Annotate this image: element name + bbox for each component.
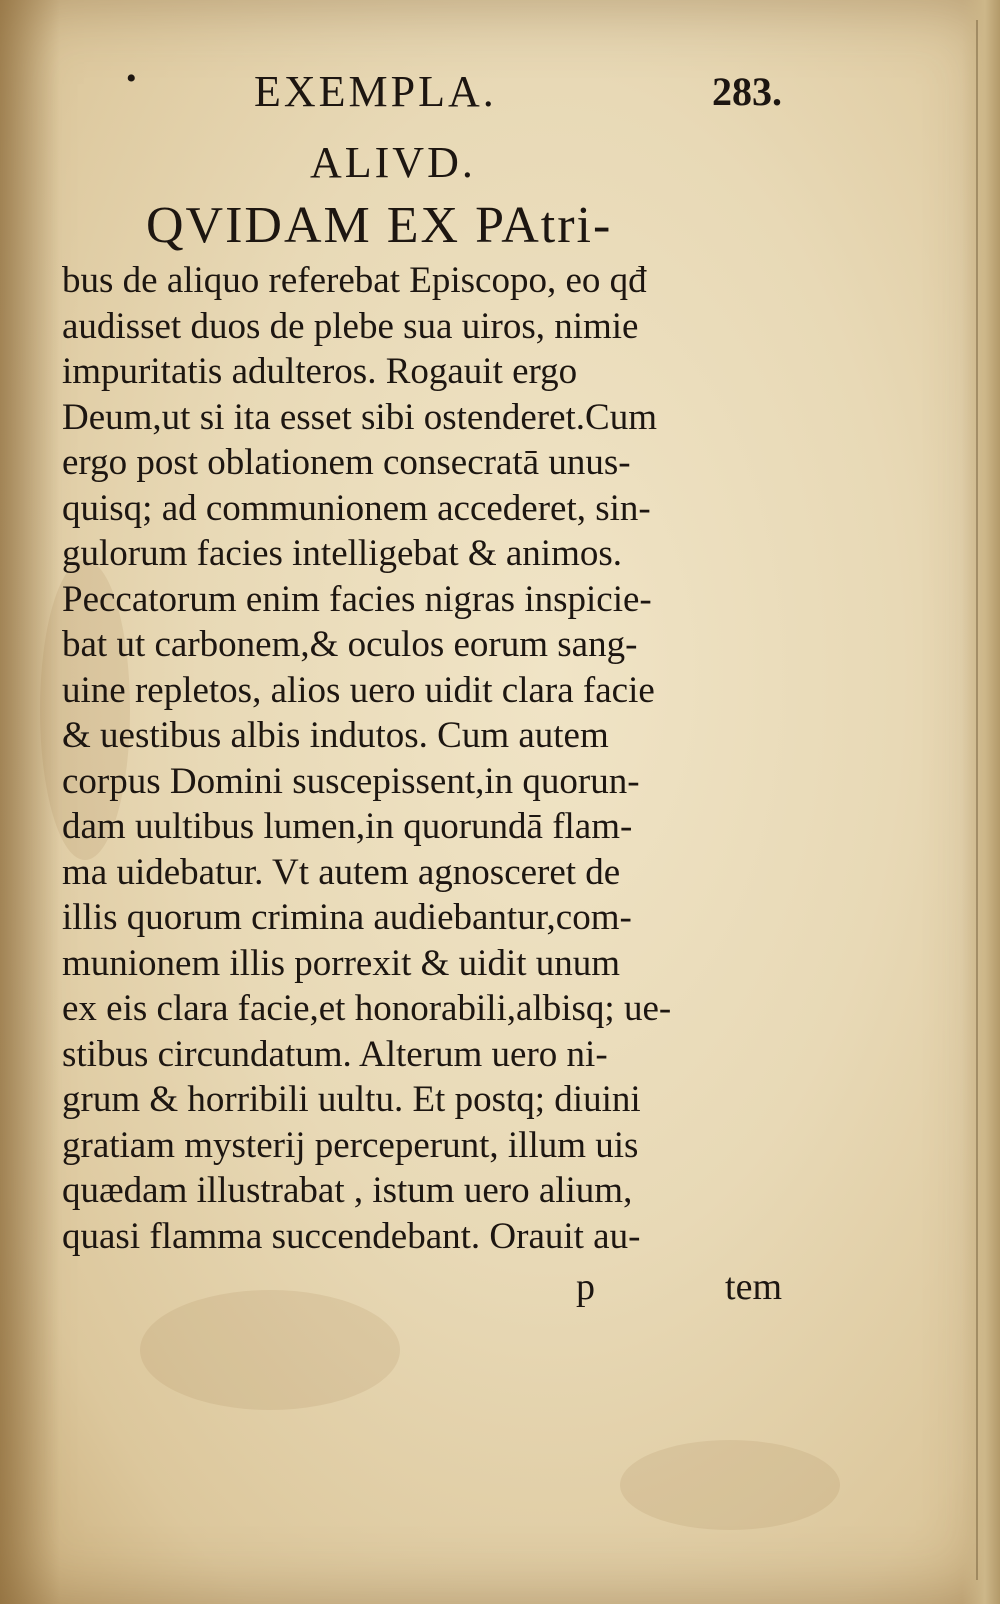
page-footer bbox=[62, 1261, 782, 1313]
body-text bbox=[62, 258, 782, 1259]
text-line: quasi flamma succendebant. Orauit au- bbox=[62, 1215, 641, 1257]
text-line: ma uidebatur. Vt autem agnosceret de bbox=[62, 851, 621, 893]
page-right-edge bbox=[962, 0, 1000, 1604]
text-line: quædam illustrabat , istum uero alium, bbox=[62, 1170, 633, 1211]
text-line: & uestibus albis indutos. Cum autem bbox=[62, 715, 609, 756]
text-line: munionem illis porrexit & uidit unum bbox=[62, 942, 621, 984]
text-line: stibus circundatum. Alterum uero ni- bbox=[62, 1033, 608, 1075]
text-line: ergo post oblationem consecratā unus- bbox=[62, 442, 631, 483]
text-line: grum & horribili uultu. Et postq; diuini bbox=[62, 1079, 641, 1120]
text-line: bat ut carbonem,& oculos eorum sang- bbox=[62, 624, 638, 665]
running-title: EXEMPLA. bbox=[254, 67, 497, 116]
opening-line: QVIDAM EX PAtri- bbox=[146, 197, 613, 254]
text-line: dam uultibus lumen,in quorundā flam- bbox=[62, 806, 633, 847]
signature-mark: p bbox=[576, 1266, 595, 1308]
text-line: impuritatis adulteros. Rogauit ergo bbox=[62, 351, 578, 392]
section-title: ALIVD. bbox=[310, 138, 476, 187]
paper-stain bbox=[620, 1440, 840, 1530]
text-line: Deum,ut si ita esset sibi ostenderet.Cum bbox=[62, 396, 657, 438]
text-line: quisq; ad communionem accederet, sin- bbox=[62, 487, 651, 529]
text-line: illis quorum crimina audiebantur,com- bbox=[62, 897, 632, 938]
text-line: corpus Domini suscepissent,in quorun- bbox=[62, 760, 640, 802]
text-line: gulorum facies intelligebat & animos. bbox=[62, 533, 623, 574]
text-line: uine repletos, alios uero uidit clara facie bbox=[62, 669, 655, 711]
page-number: 283. bbox=[712, 69, 782, 114]
text-line: bus de aliquo referebat Episcopo, eo qđ bbox=[62, 260, 647, 301]
text-line: Peccatorum enim facies nigras inspicie- bbox=[62, 578, 652, 620]
text-line: gratiam mysterij perceperunt, illum uis bbox=[62, 1124, 639, 1166]
text-line: ex eis clara facie,et honorabili,albisq; ue- bbox=[62, 988, 672, 1029]
running-header bbox=[62, 62, 782, 130]
page-fold-line bbox=[976, 20, 978, 1580]
header-mark: • bbox=[126, 62, 137, 95]
catchword: tem bbox=[725, 1266, 782, 1308]
printed-text-block bbox=[62, 62, 782, 1313]
text-line: audisset duos de plebe sua uiros, nimie bbox=[62, 305, 639, 347]
